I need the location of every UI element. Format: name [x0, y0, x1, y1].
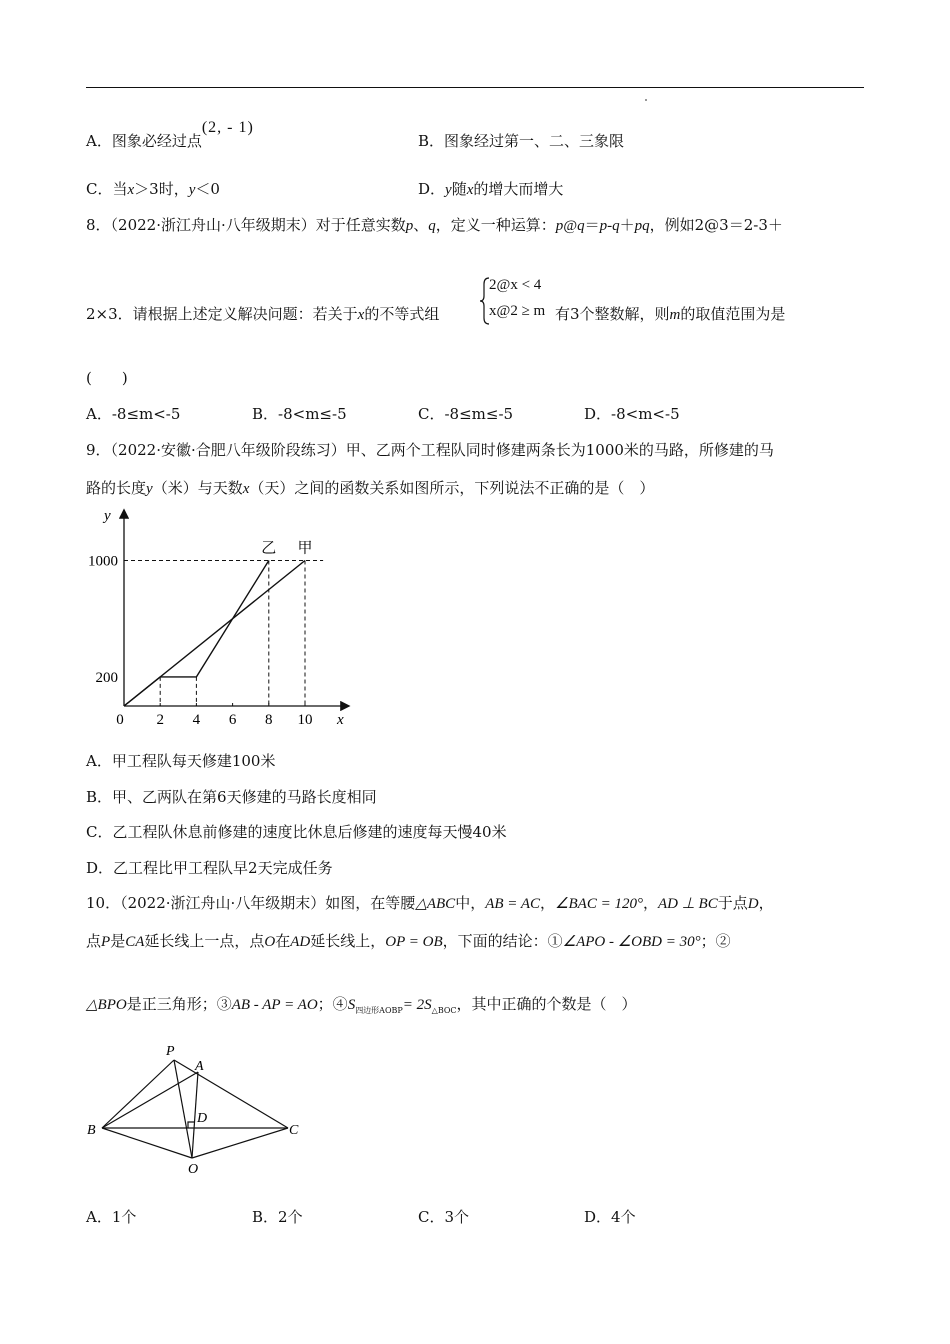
function-chart: [80, 503, 360, 733]
x-tick-label: 10: [297, 712, 313, 728]
q8-option-d: D．-8<m<-5: [584, 405, 680, 423]
system-bottom: x@2 ≥ m: [489, 303, 546, 319]
segment-bp: [102, 1060, 174, 1128]
series-label: 甲: [297, 540, 313, 557]
x-axis-label: x: [337, 712, 344, 728]
figure-lines: [102, 1060, 288, 1158]
q9-line1: 9．（2022·安徽·合肥八年级阶段练习）甲、乙两个工程队同时修建两条长为1000米的马路，所修建的马: [86, 441, 774, 459]
q8-option-c: C．-8≤m≤-5: [418, 405, 514, 423]
q10-line1: 10．（2022·浙江舟山·八年级期末）如图，在等腰△ABC中，AB = AC，∠BAC = 120°，AD ⊥ BC于点D，: [86, 894, 774, 912]
geometry-figure: [82, 1038, 312, 1178]
q7-option-b: B．图象经过第一、二、三象限: [418, 132, 625, 150]
q8-option-a: A．-8≤m<-5: [86, 405, 181, 423]
q7-option-d: D．y随x的增大而增大: [418, 180, 564, 198]
label-c: C: [289, 1123, 299, 1138]
series-label: 乙: [261, 540, 277, 557]
q10-line3: △BPO是正三角形；③AB - AP = AO；$④S_{四边形AOBP}= 2S_{\triangle BOC}$，其中正确的个数是（ ）: [86, 995, 637, 1015]
right-angle-mark: [188, 1122, 194, 1128]
label-o: O: [188, 1162, 199, 1177]
q8-line2-left: 2×3．请根据上述定义解决问题：若关于x的不等式组: [86, 305, 440, 323]
y-tick-label: 200: [95, 669, 118, 686]
y-tick-label: 1000: [88, 553, 118, 570]
label-d: D: [197, 1111, 208, 1126]
q8-paren: ( ): [86, 369, 128, 387]
x-tick-label: 8: [265, 712, 273, 728]
q10-line2: 点P是CA延长线上一点，点O在AD延长线上，OP = OB，下面的结论：①∠APO - ∠OBD = 30°；②: [86, 932, 731, 950]
y-axis-label: y: [104, 508, 111, 524]
header-rule: [86, 87, 864, 88]
segment-pc: [174, 1060, 288, 1128]
label-a: A: [195, 1059, 204, 1074]
label-b: B: [87, 1123, 96, 1138]
q8-line2-right: 有3个整数解，则m的取值范围为是: [555, 305, 786, 323]
q10-option-a: A．1个: [86, 1208, 137, 1226]
label-p: P: [166, 1044, 175, 1059]
q9-option-d: D．乙工程比甲工程队早2天完成任务: [86, 859, 333, 877]
q10-option-b: B．2个: [252, 1208, 303, 1226]
x-tick-label: 4: [192, 712, 201, 728]
x-tick-label: 2: [156, 712, 164, 728]
q9-line2: 路的长度y（米）与天数x（天）之间的函数关系如图所示，下列说法不正确的是（ ）: [86, 479, 655, 497]
q10-option-d: D．4个: [584, 1208, 636, 1226]
segment-ba: [102, 1072, 198, 1128]
q7-option-a: A．图象必经过点(2, - 1): [86, 119, 254, 150]
q10-option-c: C．3个: [418, 1208, 470, 1226]
segment-po: [174, 1060, 192, 1158]
q7-point: (2, - 1): [201, 119, 254, 136]
segment-bo: [102, 1128, 192, 1158]
system-top: 2@x < 4: [489, 277, 542, 293]
q7-option-c: C．当x＞3时，y＜0: [86, 180, 220, 198]
x-tick-label: 6: [228, 712, 237, 728]
q8-option-b: B．-8<m≤-5: [252, 405, 347, 423]
q8-line1: 8．（2022·浙江舟山·八年级期末）对于任意实数p、q，定义一种运算：p@q＝p-q＋pq，例如2@3＝2-3＋: [86, 216, 783, 234]
q9-option-c: C．乙工程队休息前修建的速度比休息后修建的速度每天慢40米: [86, 823, 507, 841]
q9-option-a: A．甲工程队每天修建100米: [86, 752, 276, 770]
origin-label: 0: [116, 712, 124, 728]
q9-option-b: B．甲、乙两队在第6天修建的马路长度相同: [86, 788, 377, 806]
segment-co: [192, 1128, 288, 1158]
header-dot: [645, 99, 647, 101]
